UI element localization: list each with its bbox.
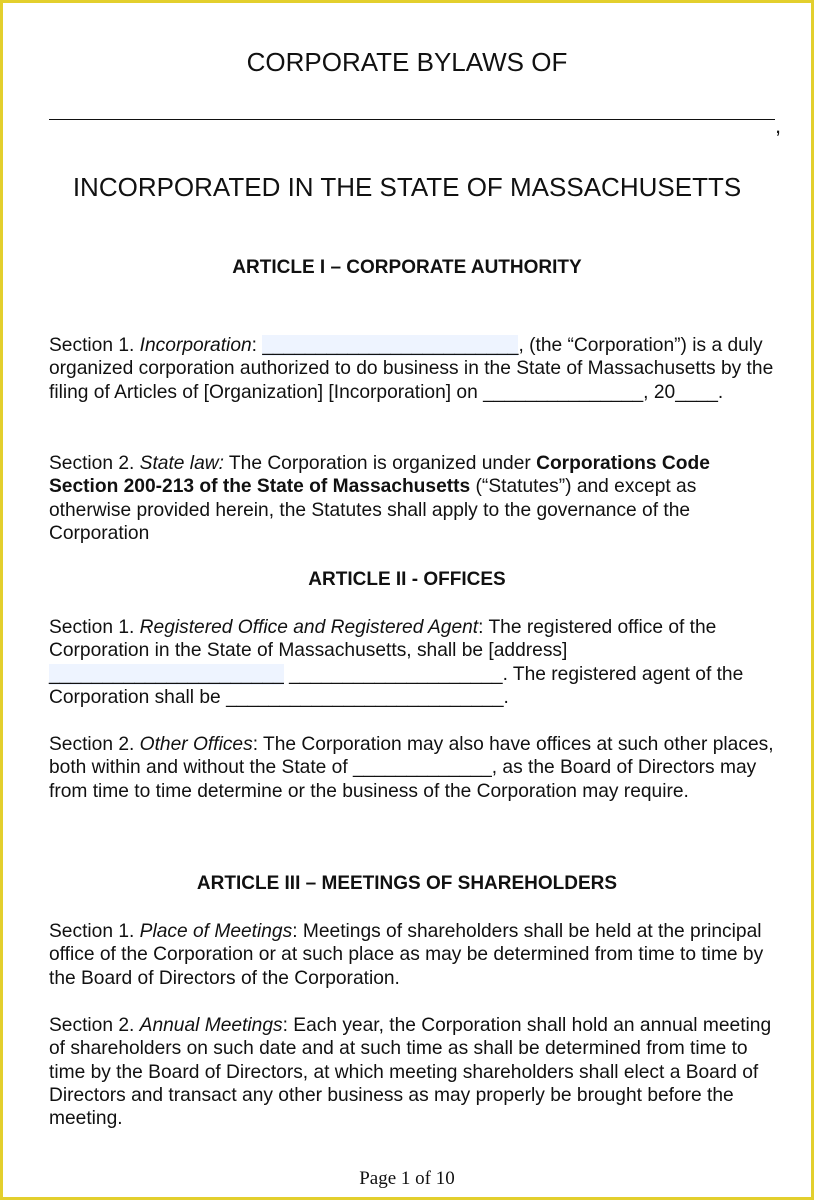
article-2-section-2 — [49, 733, 779, 803]
section-label: Section 1. — [49, 335, 140, 356]
section-text: . — [503, 686, 509, 708]
article-1-heading: ARTICLE I – CORPORATE AUTHORITY — [232, 257, 582, 278]
incorporation-date-blank[interactable]: _______________ — [483, 381, 644, 403]
section-text: : Meetings of shareholders shall be held at the principal office of the Corporation or at such place as may be determined from time to time by the Board of Directors of the Corporation. — [49, 921, 764, 989]
document-subtitle: INCORPORATED IN THE STATE OF MASSACHUSETTS — [72, 172, 742, 202]
title-comma: , — [775, 113, 782, 138]
section-text: : — [251, 335, 263, 356]
section-label: Section 1. — [49, 921, 140, 942]
registered-agent-blank[interactable]: __________________________ — [226, 686, 504, 708]
section-title: Incorporation — [139, 335, 252, 356]
section-label: Section 2. — [49, 453, 140, 474]
incorporation-year-blank[interactable]: ____ — [675, 381, 718, 403]
article-1-section-1 — [49, 334, 779, 404]
section-text: (“Statutes”) and except as otherwise provided herein, the Statutes shall apply to the governance of the Corporation — [49, 476, 697, 544]
page-number: Page 1 of 10 — [359, 1168, 455, 1189]
section-text: , 20 — [643, 381, 676, 403]
section-title: State law: — [139, 453, 224, 474]
article-3-section-1 — [49, 920, 779, 990]
section-title: Registered Office and Registered Agent — [139, 617, 479, 638]
section-text: : The Corporation may also have offices at such other places, both within and without the State of — [49, 734, 774, 779]
article-2-heading: ARTICLE II - OFFICES — [308, 569, 506, 590]
address-blank[interactable]: ______________________ — [49, 663, 284, 685]
section-text: . — [717, 381, 724, 403]
article-3-section-2 — [49, 1014, 779, 1130]
article-2-section-1 — [49, 616, 779, 709]
article-3-heading: ARTICLE III – MEETINGS OF SHAREHOLDERS — [196, 873, 618, 894]
address-blank-2[interactable]: ____________________ — [289, 663, 503, 685]
section-text: The Corporation is organized under — [223, 453, 537, 474]
section-title: Other Offices — [139, 734, 253, 755]
section-text: , (the “Corporation”) is a duly organized corporation authorized to do business in the State of Massachusetts by the filing of Articles of [Organization] [Incorporation] on — [49, 335, 774, 403]
document-title: CORPORATE BYLAWS OF — [246, 47, 568, 77]
section-text: . The registered agent of the Corporation shall be — [49, 663, 744, 708]
section-label: Section 2. — [49, 1015, 140, 1036]
section-text: : The registered office of the Corporation in the State of Massachusetts, shall be [address] — [49, 617, 717, 662]
section-label: Section 1. — [49, 617, 140, 638]
section-text: : Each year, the Corporation shall hold an annual meeting of shareholders on such date and at such time as shall be determined from time to time by the Board of Directors, at which meeting shareholders shall elect a Board of Directors and transact any other business as may properly be brought before the meeting. — [49, 1015, 772, 1130]
section-text: , as the Board of Directors may from time to time determine or the business of the Corporation may require. — [49, 757, 757, 802]
article-1-section-2 — [49, 452, 779, 545]
section-title: Annual Meetings — [139, 1015, 283, 1036]
statute-reference: Corporations Code Section 200-213 of the State of Massachusetts — [49, 453, 710, 498]
section-title: Place of Meetings — [139, 921, 293, 942]
corporation-name-blank[interactable] — [49, 119, 775, 120]
incorporation-name-blank[interactable]: ________________________ — [262, 335, 519, 356]
state-blank[interactable]: _____________ — [353, 757, 492, 779]
section-label: Section 2. — [49, 734, 140, 755]
